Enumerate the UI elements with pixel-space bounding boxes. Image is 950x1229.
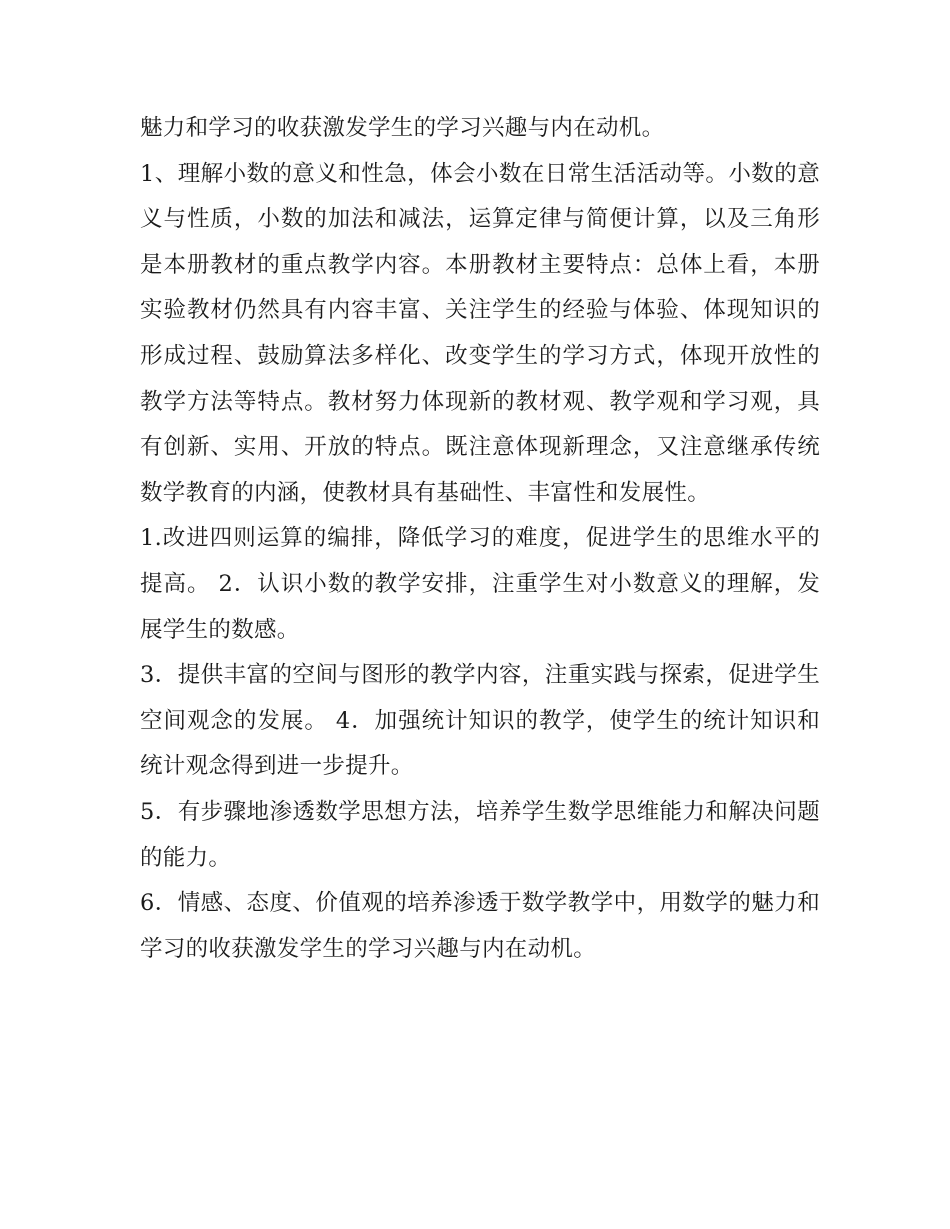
paragraph-points-1-2: 1.改进四则运算的编排，降低学习的难度，促进学生的思维水平的提高。 2．认识小数的教学安排，注重学生对小数意义的理解，发展学生的数感。	[140, 525, 820, 643]
document-body	[140, 106, 820, 972]
paragraph-point-6: 6．情感、态度、价值观的培养渗透于数学教学中，用数学的魅力和学习的收获激发学生的学习兴趣与内在动机。	[140, 890, 820, 962]
paragraph-points-3-4: 3．提供丰富的空间与图形的教学内容，注重实践与探索，促进学生空间观念的发展。 4．加强统计知识的教学，使学生的统计知识和统计观念得到进一步提升。	[140, 662, 820, 780]
paragraph-textbook-overview: 1、理解小数的意义和性急，体会小数在日常生活活动等。小数的意义与性质，小数的加法和减法，运算定律与简便计算，以及三角形是本册教材的重点教学内容。本册教材主要特点：总体上看，本册实验教材仍然具有内容丰富、关注学生的经验与体验、体现知识的形成过程、鼓励算法多样化、改变学生的学习方式，体现开放性的教学方法等特点。教材努力体现新的教材观、教学观和学习观，具有创新、实用、开放的特点。既注意体现新理念，又注意继承传统数学教育的内涵，使教材具有基础性、丰富性和发展性。	[140, 160, 820, 506]
paragraph-point-5: 5．有步骤地渗透数学思想方法，培养学生数学思维能力和解决问题的能力。	[140, 798, 820, 871]
paragraph-continuation: 魅力和学习的收获激发学生的学习兴趣与内在动机。	[140, 115, 665, 141]
